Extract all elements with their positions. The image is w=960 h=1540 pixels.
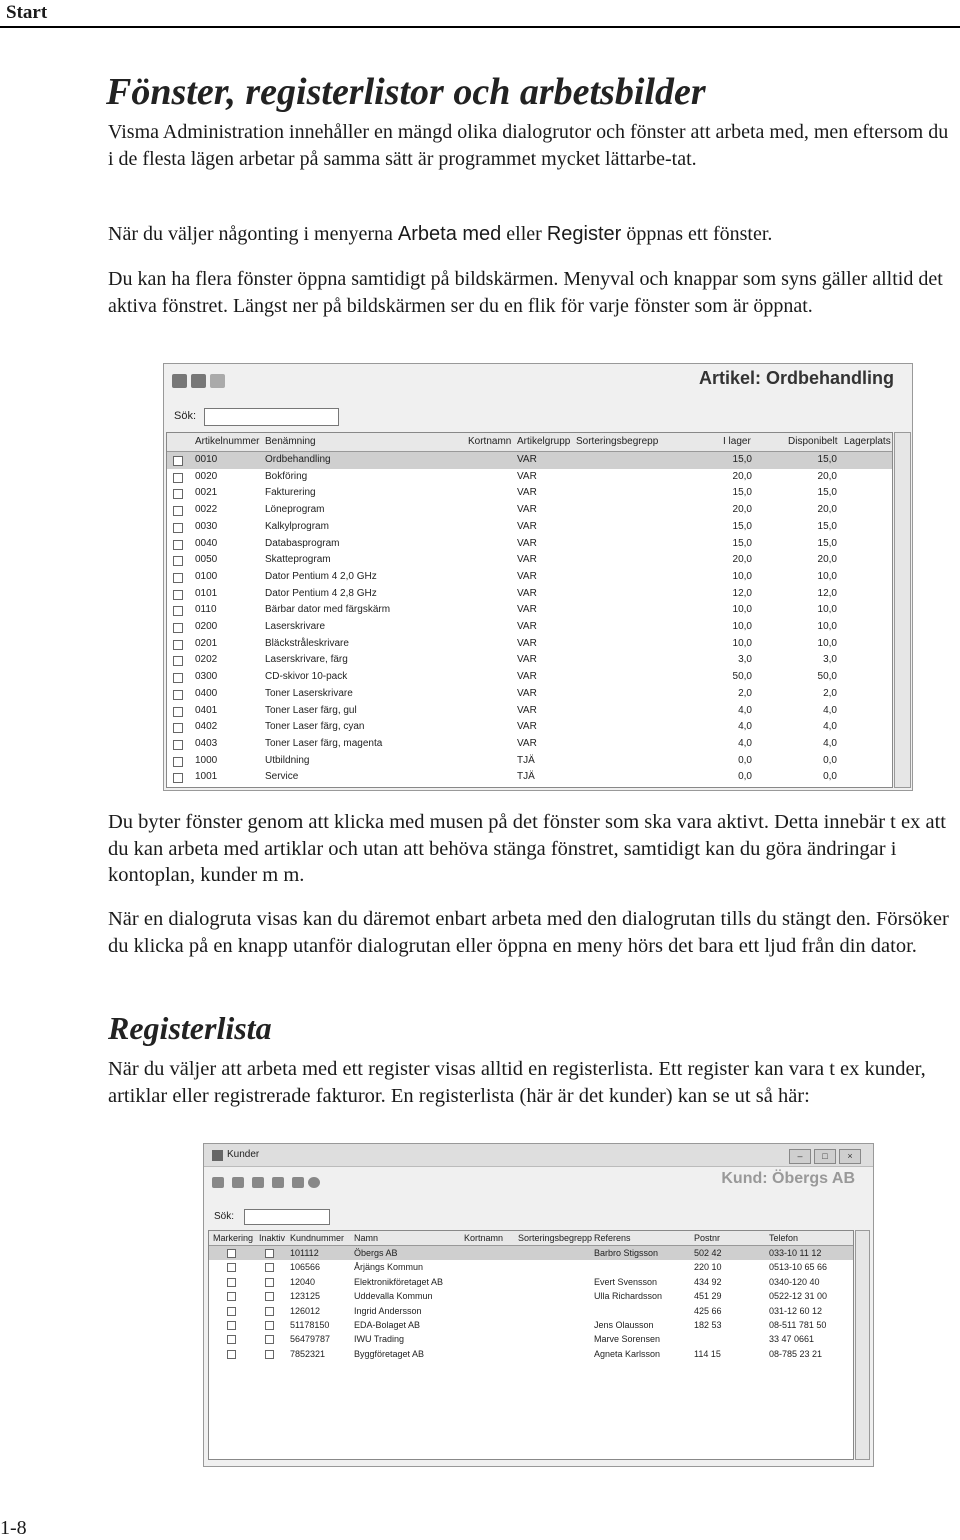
article-available: 20,0 — [817, 554, 837, 566]
delete-icon[interactable] — [210, 374, 225, 388]
customer-window-titlebar — [204, 1144, 873, 1167]
article-stock: 20,0 — [732, 554, 752, 566]
column-header[interactable]: Inaktiv — [259, 1233, 286, 1243]
article-number: 0040 — [195, 537, 218, 549]
article-group: VAR — [517, 737, 537, 749]
customer-window-name: Kunder — [227, 1149, 260, 1160]
article-group: VAR — [517, 570, 537, 582]
article-group: VAR — [517, 654, 537, 666]
row-checkbox[interactable] — [173, 540, 183, 550]
article-available: 20,0 — [817, 470, 837, 482]
column-header[interactable]: Kortnamn — [464, 1233, 504, 1243]
row-checkbox[interactable] — [173, 590, 183, 600]
inactive-checkbox[interactable] — [265, 1263, 274, 1272]
table-row[interactable] — [167, 602, 892, 619]
page-number: 1-8 — [0, 1517, 27, 1539]
maximize-icon[interactable]: □ — [814, 1149, 836, 1164]
article-available: 15,0 — [817, 537, 837, 549]
article-group: VAR — [517, 504, 537, 516]
article-stock: 10,0 — [732, 604, 752, 616]
article-name: Fakturering — [265, 487, 316, 499]
article-number: 0202 — [195, 654, 218, 666]
customer-phone: 0513-10 65 66 — [769, 1262, 828, 1273]
row-checkbox[interactable] — [173, 473, 183, 483]
customer-zip: 220 10 — [694, 1262, 722, 1273]
customer-grid-header — [209, 1231, 853, 1246]
row-checkbox[interactable] — [173, 489, 183, 499]
menu-name-arbeta-med: Arbeta med — [397, 223, 502, 245]
table-row[interactable] — [167, 552, 892, 569]
row-checkbox[interactable] — [173, 740, 183, 750]
customer-reference: Barbro Stigsson — [594, 1248, 659, 1258]
table-row[interactable] — [167, 586, 892, 603]
article-stock: 15,0 — [732, 537, 752, 549]
new-icon[interactable] — [172, 374, 187, 388]
customer-number: 7852321 — [290, 1348, 326, 1359]
article-number: 0021 — [195, 487, 218, 499]
customer-window-screenshot — [203, 1143, 874, 1467]
table-row[interactable] — [167, 703, 892, 720]
article-available: 20,0 — [817, 504, 837, 516]
article-available: 0,0 — [823, 754, 837, 766]
article-stock: 0,0 — [738, 771, 752, 783]
customer-grid — [208, 1230, 854, 1460]
registerlista-paragraph: När du väljer att arbeta med ett register visas alltid en registerlista. Ett register kan vara t ex kunder, artiklar eller registrerade fakturor. En registerlista (här är det kunder) kan se ut så här: — [108, 1058, 926, 1107]
customer-phone: 031-12 60 12 — [769, 1305, 823, 1316]
customer-number: 101112 — [290, 1248, 319, 1258]
column-header[interactable]: Referens — [594, 1233, 631, 1243]
article-name: Toner Laserskrivare — [265, 687, 353, 699]
section-heading: Registerlista — [108, 1010, 272, 1046]
row-checkbox[interactable] — [173, 456, 183, 466]
customer-number: 106566 — [290, 1262, 321, 1273]
article-name: Utbildning — [265, 754, 310, 766]
article-stock: 15,0 — [732, 520, 752, 532]
column-header[interactable]: Kortnamn — [468, 436, 512, 447]
article-number: 0200 — [195, 621, 218, 632]
customer-name: Byggföretaget AB — [354, 1348, 425, 1359]
article-number: 0030 — [195, 520, 218, 532]
article-number: 0100 — [195, 570, 218, 582]
article-stock: 20,0 — [732, 470, 752, 482]
new-icon[interactable] — [212, 1177, 224, 1188]
column-header[interactable]: Postnr — [694, 1233, 721, 1243]
customer-number: 56479787 — [290, 1334, 331, 1345]
table-row[interactable] — [209, 1304, 853, 1318]
article-stock: 4,0 — [738, 704, 752, 716]
article-name: Skatteprogram — [265, 554, 331, 566]
article-number: 1000 — [195, 754, 218, 766]
intro-paragraph: Visma Administration innehåller en mängd olika dialogrutor och fönster att arbeta med, men eftersom du i de flesta lägen arbetar på samma sätt är programmet mycket lättarbe-tat. — [108, 121, 949, 170]
row-checkbox[interactable] — [173, 623, 183, 633]
customer-name: IWU Trading — [354, 1334, 405, 1345]
article-name: Service — [265, 771, 299, 783]
article-name: Databasprogram — [265, 537, 340, 549]
minimize-icon[interactable]: – — [789, 1149, 811, 1164]
article-stock: 20,0 — [732, 504, 752, 516]
customer-zip: 451 29 — [694, 1291, 722, 1302]
column-header[interactable]: Sorteringsbegrepp — [518, 1233, 593, 1243]
customer-zip: 425 66 — [694, 1305, 722, 1316]
row-checkbox[interactable] — [173, 723, 183, 733]
inactive-checkbox[interactable] — [265, 1307, 274, 1316]
article-available: 3,0 — [823, 654, 837, 666]
article-group: VAR — [517, 621, 537, 632]
mail-icon[interactable] — [292, 1177, 304, 1188]
table-row[interactable] — [209, 1347, 853, 1361]
article-number: 0101 — [195, 587, 218, 599]
column-header[interactable]: Artikelnummer — [195, 436, 260, 447]
table-row[interactable] — [167, 519, 892, 536]
filter-icon[interactable] — [232, 1177, 244, 1188]
inactive-checkbox[interactable] — [265, 1350, 274, 1359]
article-group: TJÄ — [517, 754, 535, 766]
article-grid — [166, 432, 893, 788]
mark-checkbox[interactable] — [227, 1292, 236, 1301]
section-label: Start — [6, 2, 48, 23]
menu-name-register: Register — [546, 223, 622, 245]
column-header[interactable]: Lagerplats — [844, 436, 891, 447]
article-stock: 15,0 — [732, 454, 752, 465]
customer-zip: 434 92 — [694, 1276, 722, 1287]
table-row[interactable] — [167, 769, 892, 786]
mark-checkbox[interactable] — [227, 1263, 236, 1272]
customer-reference: Marve Sorensen — [594, 1334, 661, 1345]
table-row[interactable] — [167, 652, 892, 669]
article-group: VAR — [517, 454, 537, 465]
table-row[interactable] — [167, 485, 892, 502]
column-header[interactable]: Markering — [213, 1233, 254, 1243]
page-header — [0, 0, 960, 28]
article-group: TJÄ — [517, 771, 535, 783]
customer-name: Uddevalla Kommun — [354, 1291, 433, 1302]
inactive-checkbox[interactable] — [265, 1249, 274, 1258]
row-checkbox[interactable] — [173, 556, 183, 566]
inactive-checkbox[interactable] — [265, 1292, 274, 1301]
row-checkbox[interactable] — [173, 656, 183, 666]
column-header[interactable]: Sorteringsbegrepp — [576, 436, 659, 447]
article-name: Toner Laser färg, magenta — [265, 737, 383, 749]
article-number: 0010 — [195, 454, 218, 465]
row-checkbox[interactable] — [173, 506, 183, 516]
article-stock: 10,0 — [732, 621, 752, 632]
customer-zip: 502 42 — [694, 1248, 722, 1258]
article-available: 15,0 — [817, 454, 837, 465]
article-window-title: Artikel: Ordbehandling — [698, 368, 894, 388]
mark-checkbox[interactable] — [227, 1307, 236, 1316]
article-available: 4,0 — [823, 737, 837, 749]
table-row[interactable] — [209, 1260, 853, 1274]
customer-number: 12040 — [290, 1276, 316, 1287]
article-stock: 0,0 — [738, 754, 752, 766]
vertical-scrollbar[interactable] — [855, 1230, 870, 1460]
article-name: CD-skivor 10-pack — [265, 671, 348, 683]
article-available: 10,0 — [817, 570, 837, 582]
search-label: Sök: — [214, 1211, 235, 1222]
table-row[interactable] — [209, 1332, 853, 1346]
article-stock: 3,0 — [738, 654, 752, 666]
switch-window-paragraph: Du byter fönster genom att klicka med musen på det fönster som ska vara aktivt. Detta innebär t ex att du kan arbeta med artiklar och utan att behöva stänga fönstret, samtidigt kan du göra ändringar i kontoplan, kunder m m. — [108, 811, 946, 886]
print-icon[interactable] — [252, 1177, 264, 1188]
customer-name: Öbergs AB — [354, 1248, 398, 1258]
inactive-checkbox[interactable] — [265, 1335, 274, 1344]
article-group: VAR — [517, 687, 537, 699]
article-name: Löneprogram — [265, 504, 325, 516]
customer-name: Elektronikföretaget AB — [354, 1276, 444, 1287]
customer-name: Ingrid Andersson — [354, 1305, 422, 1316]
edit-icon[interactable] — [272, 1177, 284, 1188]
article-group: VAR — [517, 554, 537, 566]
article-grid-header — [167, 433, 892, 452]
article-name: Laserskrivare, färg — [265, 654, 348, 666]
mark-checkbox[interactable] — [227, 1350, 236, 1359]
article-number: 0300 — [195, 671, 218, 683]
windows-paragraph: Du kan ha flera fönster öppna samtidigt på bildskärmen. Menyval och knappar som syns gäller alltid det aktiva fönstret. Längst ner på bildskärmen ser du en flik för varje fönster som är öppnat. — [108, 268, 943, 317]
vertical-scrollbar[interactable] — [894, 432, 911, 788]
column-header[interactable]: Benämning — [265, 436, 316, 447]
article-name: Toner Laser färg, cyan — [265, 721, 365, 733]
column-header[interactable]: I lager — [723, 436, 751, 447]
mark-checkbox[interactable] — [227, 1278, 236, 1287]
article-available: 4,0 — [823, 704, 837, 716]
article-name: Bokföring — [265, 470, 308, 482]
article-group: VAR — [517, 637, 537, 649]
article-stock: 50,0 — [732, 671, 752, 683]
search-input[interactable] — [204, 408, 339, 426]
article-name: Dator Pentium 4 2,0 GHz — [265, 570, 377, 582]
customer-number: 126012 — [290, 1305, 321, 1316]
article-group: VAR — [517, 704, 537, 716]
article-name: Bärbar dator med färgskärm — [265, 604, 391, 616]
article-available: 15,0 — [817, 520, 837, 532]
table-row[interactable] — [209, 1246, 853, 1260]
web-icon[interactable] — [308, 1177, 320, 1188]
menu-paragraph: När du väljer någonting i menyerna Arbeta med eller Register öppnas ett fönster. — [108, 223, 773, 245]
table-row[interactable] — [209, 1275, 853, 1289]
customer-name: EDA-Bolaget AB — [354, 1320, 421, 1330]
customer-zip: 114 15 — [694, 1348, 721, 1359]
customer-zip: 182 53 — [694, 1320, 722, 1330]
customer-number: 51178150 — [290, 1320, 330, 1330]
article-group: VAR — [517, 537, 537, 549]
dialog-paragraph: När en dialogruta visas kan du däremot enbart arbeta med den dialogrutan tills du stängt den. Försöker du klicka på en knapp utanför dialogrutan eller öppna en meny hörs det bara ett ljud från din dator. — [108, 908, 949, 957]
article-stock: 2,0 — [738, 687, 752, 699]
article-stock: 12,0 — [732, 587, 752, 599]
article-available: 2,0 — [823, 687, 837, 699]
article-group: VAR — [517, 470, 537, 482]
search-label: Sök: — [174, 410, 197, 422]
article-number: 0050 — [195, 554, 218, 566]
article-number: 0403 — [195, 737, 218, 749]
article-window-screenshot — [163, 363, 913, 791]
search-input[interactable] — [244, 1209, 330, 1225]
row-checkbox[interactable] — [173, 606, 183, 616]
article-number: 0022 — [195, 504, 218, 516]
row-checkbox[interactable] — [173, 523, 183, 533]
article-number: 0110 — [195, 604, 217, 616]
customer-phone: 0340-120 40 — [769, 1276, 820, 1287]
customer-phone: 033-10 11 12 — [769, 1248, 822, 1258]
table-row[interactable] — [209, 1318, 853, 1332]
table-row[interactable] — [167, 719, 892, 736]
article-number: 0401 — [195, 704, 218, 716]
table-row[interactable] — [167, 669, 892, 686]
customer-reference: Jens Olausson — [594, 1320, 654, 1330]
article-name: Bläckstråleskrivare — [265, 637, 349, 649]
article-stock: 10,0 — [732, 570, 752, 582]
mark-checkbox[interactable] — [227, 1321, 236, 1330]
row-checkbox[interactable] — [173, 757, 183, 767]
article-available: 10,0 — [817, 637, 837, 649]
table-row[interactable] — [167, 753, 892, 770]
article-number: 0020 — [195, 470, 218, 482]
column-header[interactable]: Telefon — [769, 1233, 799, 1243]
table-row[interactable] — [167, 502, 892, 519]
customer-reference: Ulla Richardsson — [594, 1291, 663, 1302]
article-available: 50,0 — [817, 671, 837, 683]
close-icon[interactable]: × — [839, 1149, 861, 1164]
mark-checkbox[interactable] — [227, 1335, 236, 1344]
customer-name: Årjängs Kommun — [354, 1262, 424, 1273]
customer-window-title: Kund: Öbergs AB — [721, 1170, 855, 1187]
article-name: Ordbehandling — [265, 454, 331, 465]
article-available: 15,0 — [817, 487, 837, 499]
table-row[interactable] — [167, 536, 892, 553]
table-row[interactable] — [167, 619, 892, 636]
article-number: 0400 — [195, 687, 218, 699]
article-stock: 4,0 — [738, 721, 752, 733]
article-stock: 10,0 — [732, 637, 752, 649]
table-row[interactable] — [167, 452, 892, 469]
article-name: Kalkylprogram — [265, 520, 329, 532]
app-icon — [212, 1150, 223, 1161]
article-available: 10,0 — [817, 604, 837, 616]
customer-phone: 08-511 781 50 — [769, 1320, 827, 1330]
table-row[interactable] — [167, 469, 892, 486]
article-number: 0201 — [195, 637, 218, 649]
article-available: 4,0 — [823, 721, 837, 733]
table-row[interactable] — [167, 736, 892, 753]
page-title: Fönster, registerlistor och arbetsbilder — [106, 71, 706, 113]
article-available: 12,0 — [817, 587, 837, 599]
inactive-checkbox[interactable] — [265, 1321, 274, 1330]
article-available: 10,0 — [817, 621, 837, 632]
customer-phone: 08-785 23 21 — [769, 1348, 823, 1359]
column-header[interactable]: Kundnummer — [290, 1233, 345, 1243]
row-checkbox[interactable] — [173, 773, 183, 783]
customer-phone: 33 47 0661 — [769, 1334, 815, 1345]
edit-icon[interactable] — [191, 374, 206, 388]
column-header[interactable]: Namn — [354, 1233, 379, 1243]
row-checkbox[interactable] — [173, 707, 183, 717]
table-row[interactable] — [167, 636, 892, 653]
article-group: VAR — [517, 671, 537, 683]
customer-number: 123125 — [290, 1291, 321, 1302]
row-checkbox[interactable] — [173, 640, 183, 650]
table-row[interactable] — [167, 569, 892, 586]
article-name: Toner Laser färg, gul — [265, 704, 357, 716]
article-group: VAR — [517, 487, 537, 499]
article-number: 0402 — [195, 721, 218, 733]
article-name: Laserskrivare — [265, 621, 326, 632]
customer-reference: Evert Svensson — [594, 1276, 658, 1287]
row-checkbox[interactable] — [173, 690, 183, 700]
row-checkbox[interactable] — [173, 673, 183, 683]
article-stock: 4,0 — [738, 737, 752, 749]
customer-phone: 0522-12 31 00 — [769, 1291, 828, 1302]
article-available: 0,0 — [823, 771, 837, 783]
article-number: 1001 — [195, 771, 218, 783]
article-group: VAR — [517, 587, 537, 599]
inactive-checkbox[interactable] — [265, 1278, 274, 1287]
column-header[interactable]: Artikelgrupp — [517, 436, 571, 447]
article-group: VAR — [517, 520, 537, 532]
customer-reference: Agneta Karlsson — [594, 1348, 661, 1359]
row-checkbox[interactable] — [173, 573, 183, 583]
article-group: VAR — [517, 604, 537, 616]
article-group: VAR — [517, 721, 537, 733]
table-row[interactable] — [209, 1289, 853, 1303]
article-name: Dator Pentium 4 2,8 GHz — [265, 587, 377, 599]
column-header[interactable]: Disponibelt — [788, 436, 838, 447]
mark-checkbox[interactable] — [227, 1249, 236, 1258]
table-row[interactable] — [167, 686, 892, 703]
article-stock: 15,0 — [732, 487, 752, 499]
